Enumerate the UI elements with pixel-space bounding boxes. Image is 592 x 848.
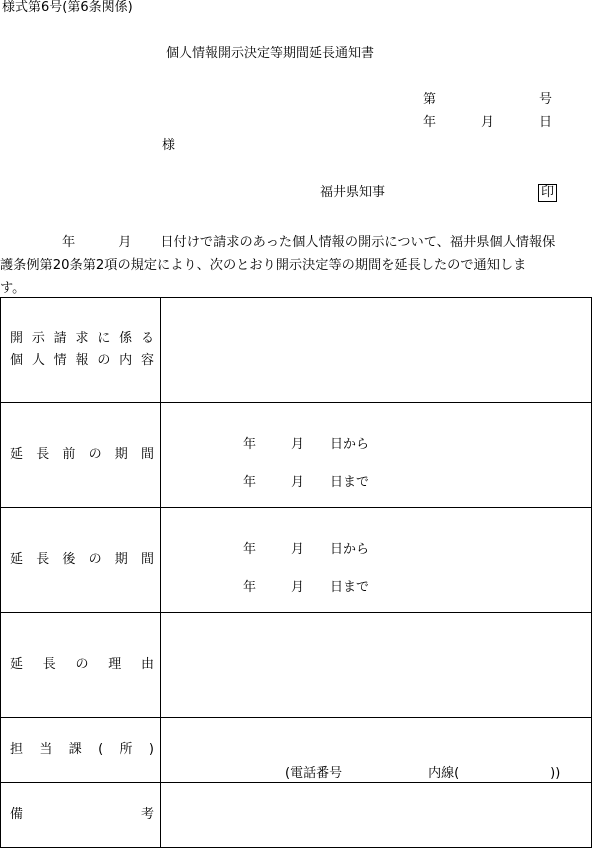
after-period-value-cell[interactable]: [161, 508, 592, 613]
content-label-line-2: 個人情報の内容: [10, 353, 154, 368]
before-period-label-cell: [1, 403, 161, 508]
before-from-month: 月: [291, 437, 305, 452]
ref-number-prefix: 第: [423, 92, 437, 107]
section-label: 担当課(所): [10, 742, 154, 757]
after-from-year: 年: [243, 542, 257, 557]
content-label-cell: [1, 298, 161, 403]
before-period-to: [243, 471, 369, 490]
body-month: 月: [118, 235, 132, 250]
before-to-month: 月: [291, 475, 305, 490]
after-from-month: 月: [291, 542, 305, 557]
body-line-2: 護条例第20条第2項の規定により、次のとおり開示決定等の期間を延長したので通知しま: [0, 258, 527, 273]
table-row: [1, 718, 592, 783]
before-from-year: 年: [243, 437, 257, 452]
table-row: [1, 783, 592, 848]
after-to-day: 日まで: [330, 580, 370, 595]
section-label-cell: [1, 718, 161, 783]
reason-label-cell: [1, 613, 161, 718]
extension-form-table: [0, 297, 592, 848]
date-year-label: 年: [423, 115, 437, 130]
notice-body: [0, 231, 592, 300]
table-row: [1, 403, 592, 508]
table-row: [1, 613, 592, 718]
phone-label: (電話番号: [285, 766, 343, 781]
before-period-value-cell[interactable]: [161, 403, 592, 508]
reason-label: 延長の理由: [10, 657, 154, 672]
remarks-label-cell: [1, 783, 161, 848]
table-row: [1, 298, 592, 403]
table-row: [1, 508, 592, 613]
remarks-value-cell[interactable]: [161, 783, 592, 848]
reason-value-cell[interactable]: [161, 613, 592, 718]
document-title: 個人情報開示決定等期間延長通知書: [166, 46, 375, 61]
after-to-month: 月: [291, 580, 305, 595]
after-period-from: [243, 538, 369, 557]
body-line-1: [0, 231, 592, 254]
content-label-line-1: 開示請求に係る: [10, 331, 154, 346]
before-to-day: 日まで: [330, 475, 370, 490]
after-period-label: 延長後の期間: [10, 552, 154, 567]
body-year: 年: [62, 235, 76, 250]
form-number: 様式第6号(第6条関係): [2, 0, 133, 15]
phone-line: [285, 762, 560, 781]
body-line-3: す。: [0, 281, 26, 296]
ref-number-suffix: 号: [539, 92, 553, 107]
body-line-1-text: 日付けで請求のあった個人情報の開示について、福井県個人情報保: [160, 235, 556, 250]
date-day-label: 日: [539, 115, 553, 130]
issuer-name: 福井県知事: [320, 185, 386, 200]
before-period-from: [243, 433, 369, 452]
after-period-to: [243, 576, 369, 595]
remarks-label: 備考: [10, 807, 154, 822]
after-to-year: 年: [243, 580, 257, 595]
after-from-day: 日から: [330, 542, 370, 557]
phone-close: )): [550, 766, 561, 781]
section-value-cell[interactable]: [161, 718, 592, 783]
seal-mark: 印: [538, 184, 557, 202]
before-period-label: 延長前の期間: [10, 447, 154, 462]
before-from-day: 日から: [330, 437, 370, 452]
content-value-cell[interactable]: [161, 298, 592, 403]
after-period-label-cell: [1, 508, 161, 613]
addressee-honorific: 様: [162, 138, 176, 153]
extension-label: 内線(: [428, 766, 460, 781]
before-to-year: 年: [243, 475, 257, 490]
date-month-label: 月: [481, 115, 495, 130]
